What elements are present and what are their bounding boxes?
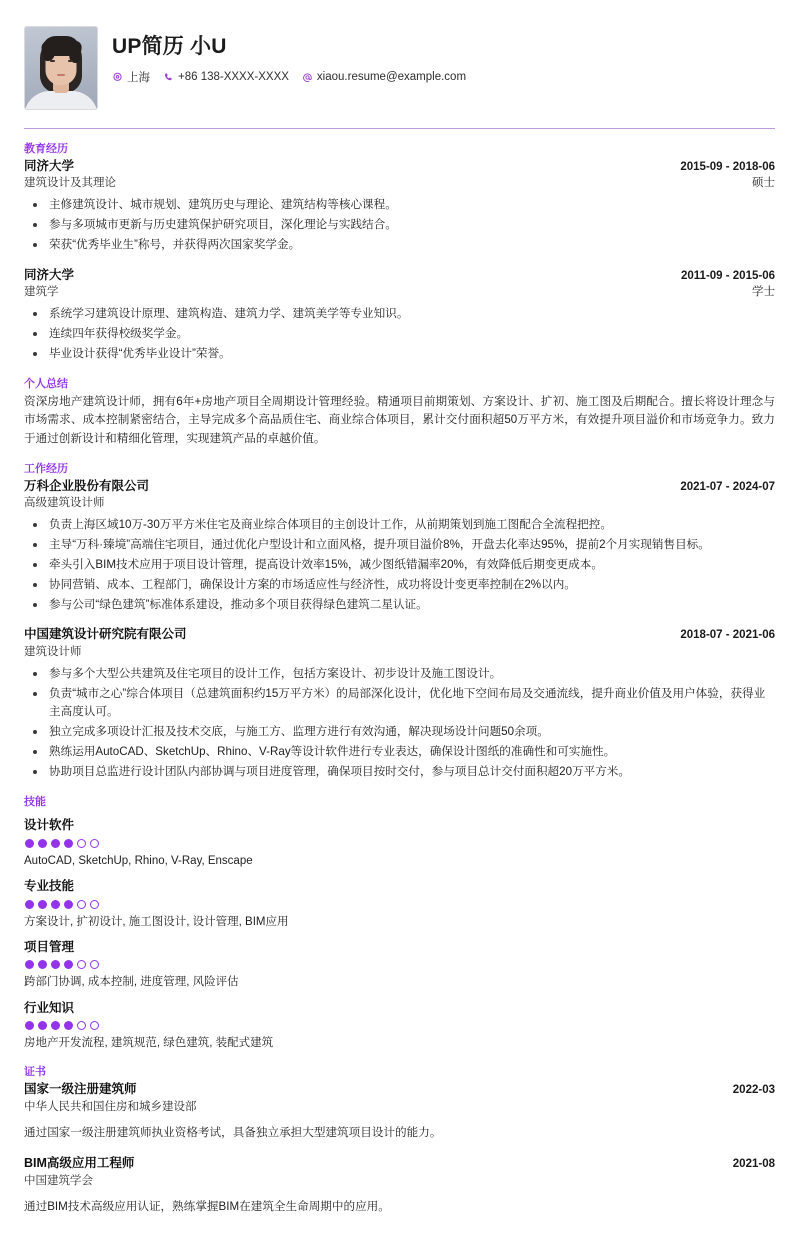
summary-text: 资深房地产建筑设计师，拥有6年+房地产项目全周期设计管理经验。精通项目前期策划、方案设计、扩初、施工图及后期配合。擅长将设计理念与市场需求、成本控制紧密结合，主导完成多个高品质住宅、商业综合体项目，累计交付面积超50万平方米，有效提升项目溢价和市场竞争力。致力于通过创新设计和精细化管理，实现建筑产品的卓越价值。 [24, 394, 775, 446]
skill-dot-empty [90, 839, 99, 848]
skill-items: 跨部门协调, 成本控制, 进度管理, 风险评估 [24, 976, 239, 989]
contact-location-value: 上海 [127, 72, 150, 85]
list-item: 负责上海区域10万-30万平方米住宅及商业综合体项目的主创设计工作，从前期策划到施工图配合全流程把控。 [24, 516, 775, 535]
certificate-entry [24, 1081, 775, 1142]
skill-dot-filled [25, 960, 34, 969]
skill-dot-filled [64, 1021, 73, 1030]
skill-dot-filled [38, 1021, 47, 1030]
certificate-description: 通过BIM技术高级应用认证，熟练掌握BIM在建筑全生命周期中的应用。 [24, 1200, 390, 1214]
section-title-summary: 个人总结 [24, 377, 68, 390]
skill-dot-empty [77, 1021, 86, 1030]
skill-dot-filled [51, 900, 60, 909]
skill-dot-filled [25, 1021, 34, 1030]
work-entry [24, 478, 775, 615]
work-entry [24, 626, 775, 781]
skill-group [24, 817, 775, 870]
list-item: 协助项目总监进行设计团队内部协调与项目进度管理，确保项目按时交付，参与项目总计交付面积超20万平方米。 [24, 763, 775, 782]
profile-photo [24, 26, 98, 110]
skill-name: 行业知识 [24, 1000, 75, 1015]
skill-group [24, 1000, 775, 1053]
candidate-name: UP简历 小U [112, 35, 227, 58]
work-date: 2021-07 - 2024-07 [680, 480, 775, 493]
contact-list [112, 69, 475, 85]
work-bullets [24, 516, 775, 614]
skill-items: 方案设计, 扩初设计, 施工图设计, 设计管理, BIM应用 [24, 915, 289, 928]
phone-icon [163, 72, 174, 83]
header-divider [24, 128, 775, 129]
education-date: 2011-09 - 2015-06 [681, 269, 775, 282]
list-item: 熟练运用AutoCAD、SketchUp、Rhino、V-Ray等设计软件进行专业表达，确保设计图纸的准确性和可实施性。 [24, 743, 775, 762]
skill-dot-empty [77, 960, 86, 969]
skill-dot-filled [51, 839, 60, 848]
contact-email-value: xiaou.resume@example.com [316, 71, 467, 84]
skill-level-dots [25, 900, 775, 909]
work-date: 2018-07 - 2021-06 [680, 629, 775, 642]
skill-dot-empty [90, 900, 99, 909]
list-item: 主导“万科·臻境”高端住宅项目，通过优化户型设计和立面风格，提升项目溢价8%，开盘去化率达95%，提前2个月实现销售目标。 [24, 536, 775, 555]
certificate-name: BIM高级应用工程师 [24, 1156, 135, 1171]
section-summary [24, 377, 775, 449]
work-company: 万科企业股份有限公司 [24, 478, 150, 493]
section-skills [24, 795, 775, 1053]
skill-dot-filled [38, 960, 47, 969]
list-item: 参与多个大型公共建筑及住宅项目的设计工作，包括方案设计、初步设计及施工图设计。 [24, 665, 775, 684]
contact-location [112, 69, 150, 85]
work-company: 中国建筑设计研究院有限公司 [24, 627, 187, 642]
work-role: 建筑设计师 [24, 645, 82, 658]
skill-dot-filled [38, 900, 47, 909]
education-org: 同济大学 [24, 158, 75, 173]
certificate-name: 国家一级注册建筑师 [24, 1082, 137, 1097]
list-item: 主修建筑设计、城市规划、建筑历史与理论、建筑结构等核心课程。 [24, 196, 775, 215]
work-bullets [24, 665, 775, 782]
certificate-description: 通过国家一级注册建筑师执业资格考试，具备独立承担大型建筑项目设计的能力。 [24, 1125, 442, 1139]
section-title-work: 工作经历 [24, 462, 68, 475]
education-date: 2015-09 - 2018-06 [680, 160, 775, 173]
portrait-illustration [25, 27, 97, 109]
list-item: 负责“城市之心”综合体项目（总建筑面积约15万平方米）的局部深化设计，优化地下空间布局及交通流线，提升商业价值及用户体验，获得业主高度认可。 [24, 685, 775, 723]
list-item: 毕业设计获得“优秀毕业设计”荣誉。 [24, 345, 775, 364]
list-item: 牵头引入BIM技术应用于项目设计管理，提高设计效率15%，减少图纸错漏率20%，有效降低后期变更成本。 [24, 556, 775, 575]
skill-dot-empty [77, 839, 86, 848]
list-item: 荣获“优秀毕业生”称号，并获得两次国家奖学金。 [24, 236, 775, 255]
location-pin-icon [112, 72, 123, 83]
education-degree: 硕士 [752, 177, 775, 190]
certificate-issuer: 中国建筑学会 [24, 1174, 93, 1187]
education-major: 建筑学 [24, 286, 59, 299]
skill-dot-filled [38, 839, 47, 848]
section-certificates [24, 1065, 775, 1216]
list-item: 独立完成多项设计汇报及技术交底，与施工方、监理方进行有效沟通，解决现场设计问题50余项。 [24, 723, 775, 742]
contact-email [302, 71, 466, 83]
resume-header [24, 26, 775, 120]
list-item: 参与多项城市更新与历史建筑保护研究项目，深化理论与实践结合。 [24, 216, 775, 235]
skill-name: 设计软件 [24, 818, 75, 833]
certificate-date: 2022-03 [732, 1084, 775, 1097]
skill-items: AutoCAD, SketchUp, Rhino, V-Ray, Enscape [24, 854, 253, 867]
skill-level-dots [25, 839, 775, 848]
skill-dot-filled [51, 1021, 60, 1030]
skill-dot-filled [51, 960, 60, 969]
list-item: 协同营销、成本、工程部门，确保设计方案的市场适应性与经济性，成功将设计变更率控制在2%以内。 [24, 576, 775, 595]
contact-phone [163, 71, 289, 83]
section-work [24, 462, 775, 782]
skill-dot-filled [25, 839, 34, 848]
education-org: 同济大学 [24, 267, 75, 282]
skill-name: 项目管理 [24, 939, 75, 954]
certificate-entry [24, 1155, 775, 1216]
skill-dot-filled [25, 900, 34, 909]
section-title-skills: 技能 [24, 795, 46, 808]
section-title-education: 教育经历 [24, 143, 68, 155]
skill-items: 房地产开发流程, 建筑规范, 绿色建筑, 装配式建筑 [24, 1037, 274, 1050]
skill-group [24, 878, 775, 931]
skill-dot-filled [64, 960, 73, 969]
skill-name: 专业技能 [24, 879, 75, 894]
certificate-issuer: 中华人民共和国住房和城乡建设部 [24, 1100, 197, 1113]
skill-dot-filled [64, 900, 73, 909]
list-item: 连续四年获得校级奖学金。 [24, 325, 775, 344]
skill-dot-empty [77, 900, 86, 909]
skill-level-dots [25, 1021, 775, 1030]
education-entry [24, 158, 775, 255]
skill-dot-empty [90, 1021, 99, 1030]
at-sign-icon [302, 72, 313, 83]
header-text-block [112, 26, 475, 85]
education-entry [24, 267, 775, 364]
skill-level-dots [25, 960, 775, 969]
education-major: 建筑设计及其理论 [24, 177, 116, 190]
education-bullets [24, 305, 775, 363]
section-education [24, 142, 775, 364]
section-title-certificates: 证书 [24, 1066, 46, 1079]
skill-dot-empty [90, 960, 99, 969]
skill-dot-filled [64, 839, 73, 848]
list-item: 系统学习建筑设计原理、建筑构造、建筑力学、建筑美学等专业知识。 [24, 305, 775, 324]
education-bullets [24, 196, 775, 254]
certificate-date: 2021-08 [732, 1158, 775, 1171]
list-item: 参与公司“绿色建筑”标准体系建设，推动多个项目获得绿色建筑二星认证。 [24, 596, 775, 615]
contact-phone-value: +86 138-XXXX-XXXX [178, 71, 289, 84]
work-role: 高级建筑设计师 [24, 497, 105, 510]
skill-group [24, 939, 775, 992]
education-degree: 学士 [752, 286, 775, 299]
